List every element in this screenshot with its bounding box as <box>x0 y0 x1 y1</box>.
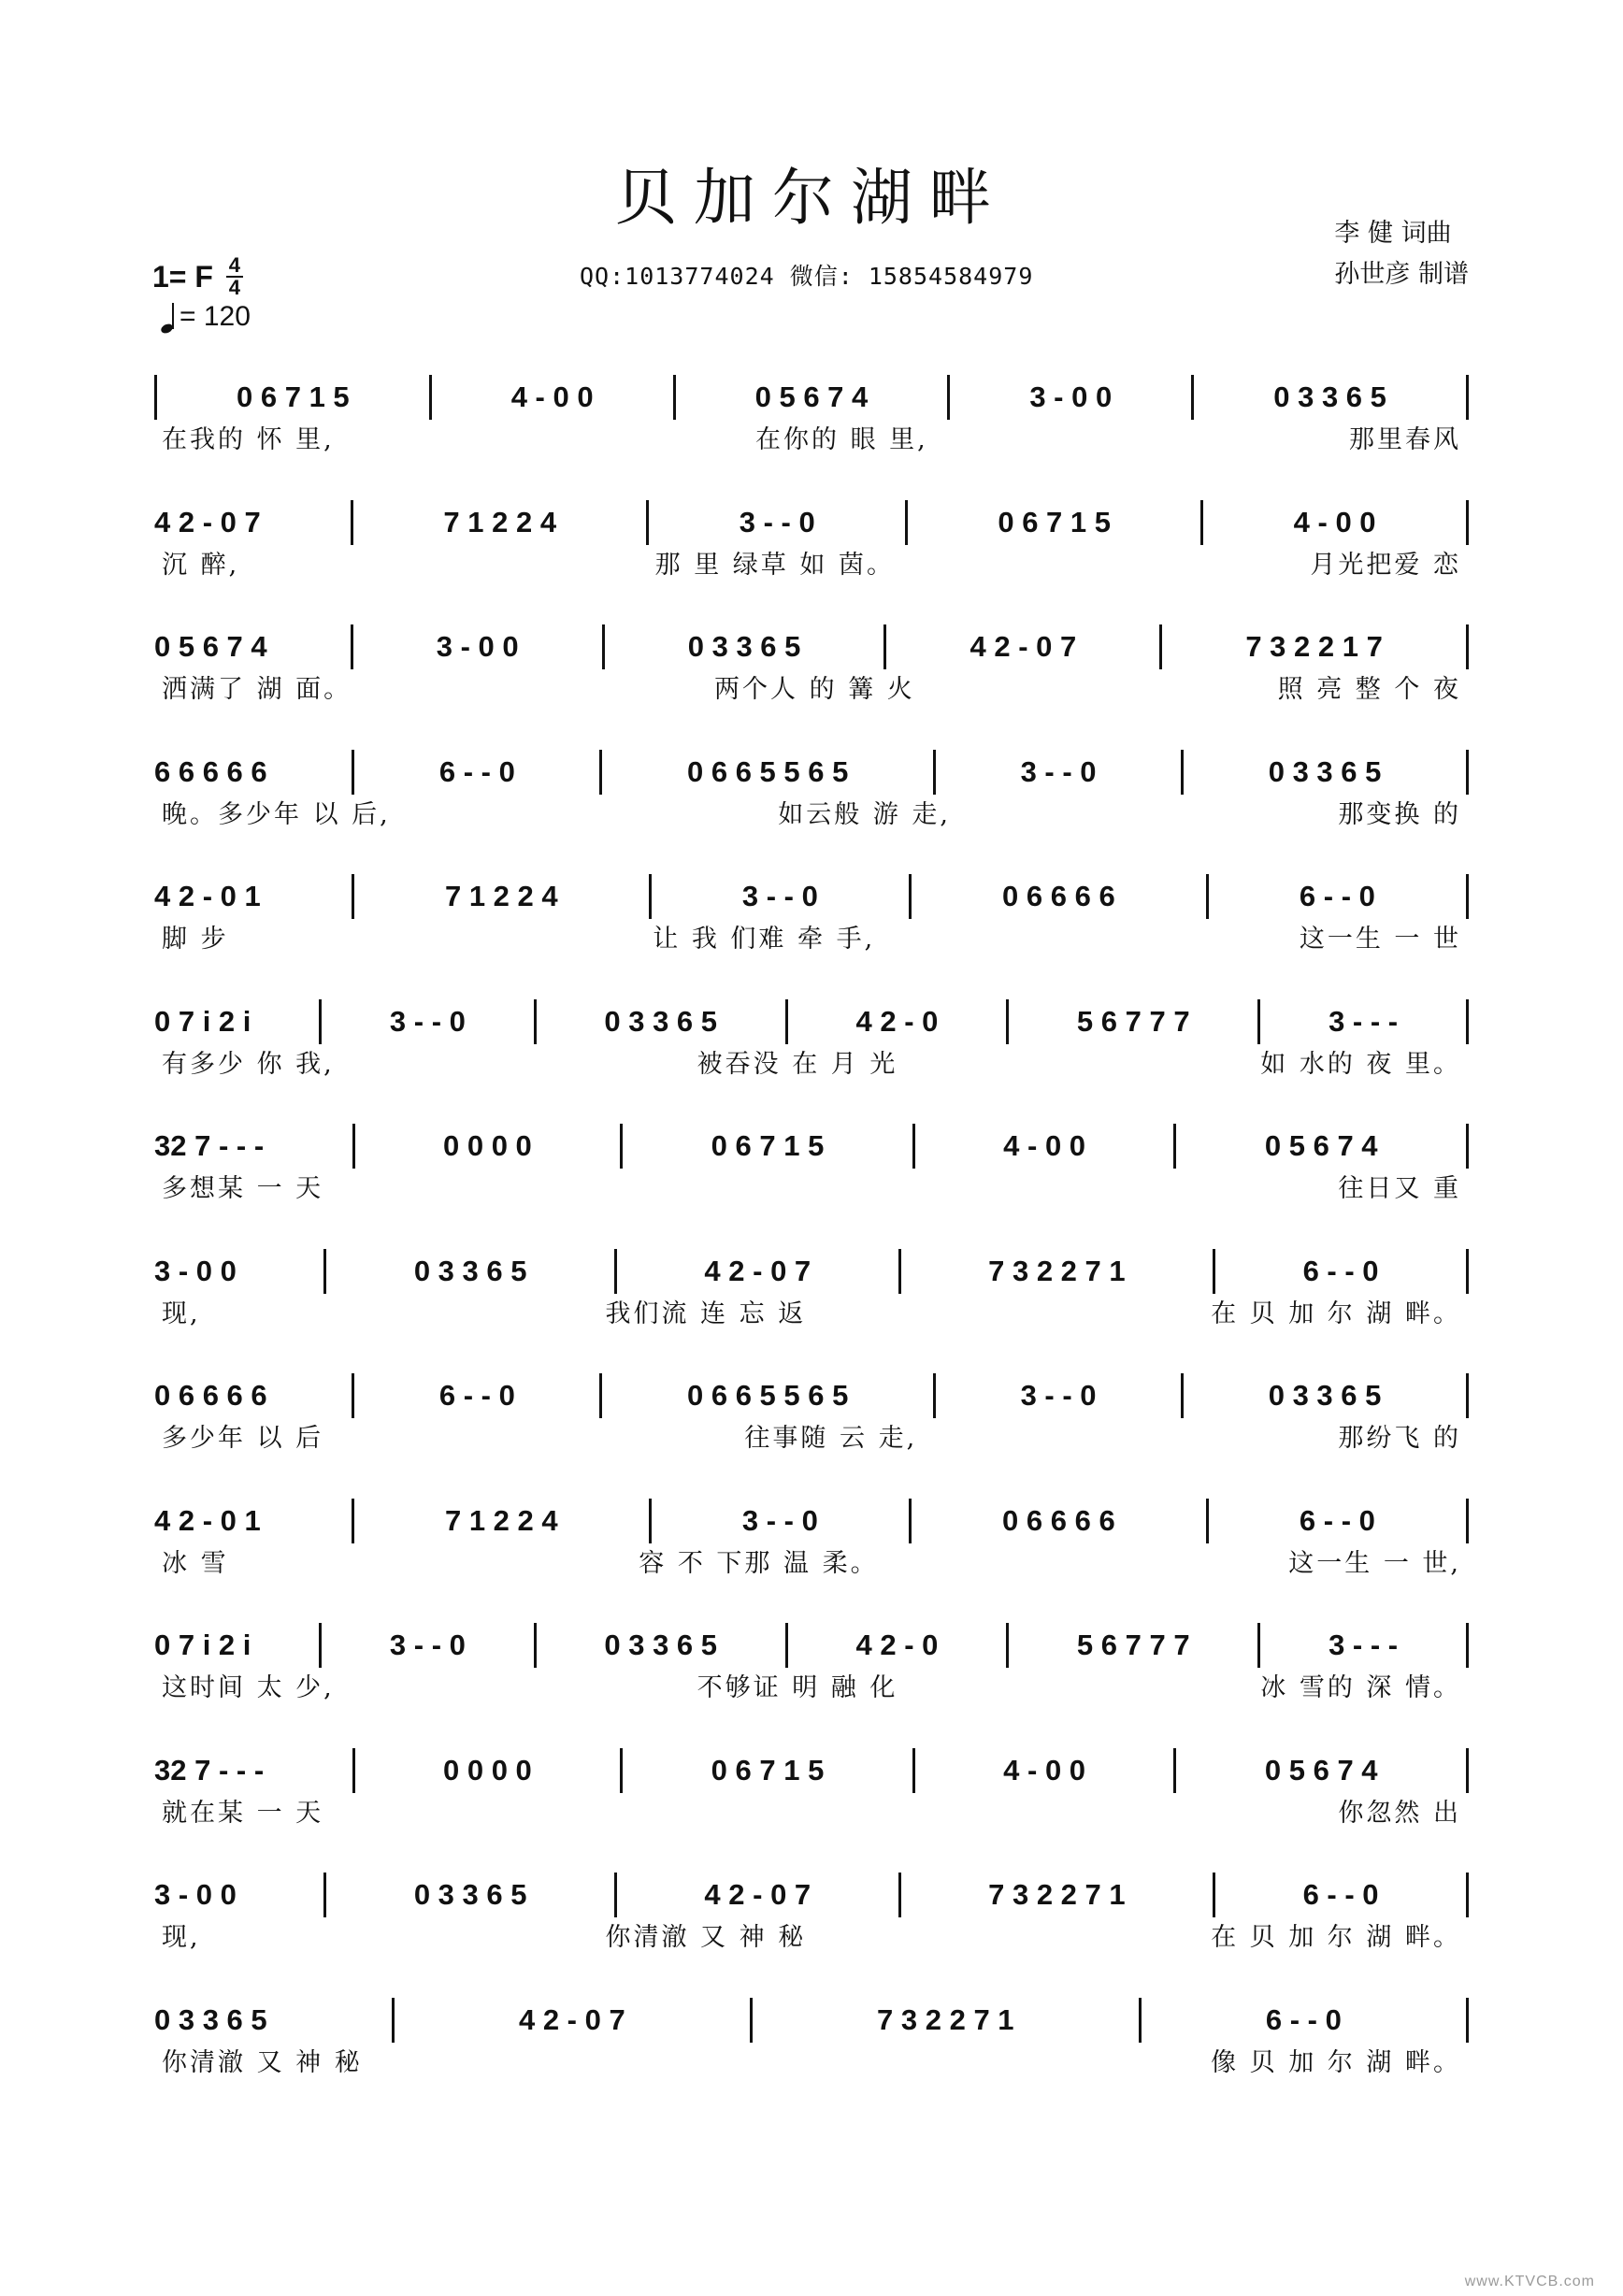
barline <box>352 1373 354 1418</box>
barline <box>534 1623 537 1668</box>
lyric-phrase: 这时间 太 少, <box>162 1673 335 1702</box>
measure: 6 - - 0 <box>1302 1254 1379 1287</box>
barline <box>1466 750 1469 795</box>
measure: 0 6 7 1 5 <box>998 505 1111 538</box>
score-system <box>154 1622 1469 1725</box>
barline <box>1206 874 1209 919</box>
measure: 0 0 0 0 <box>443 1753 532 1787</box>
measure: 0 7 i 2 i <box>154 1004 251 1038</box>
measure: 6 - - 0 <box>1302 1878 1379 1911</box>
measure: 0 3 3 6 5 <box>604 1004 718 1038</box>
barline <box>1173 1748 1176 1793</box>
lyrics-line <box>154 1792 1469 1829</box>
score-system <box>154 499 1469 602</box>
measure: 4 - 0 0 <box>1003 1753 1086 1787</box>
barline <box>352 750 354 795</box>
lyric-phrase: 这一生 一 世, <box>1288 1548 1461 1578</box>
barline <box>947 375 950 420</box>
barline <box>1466 1623 1469 1668</box>
barline <box>352 874 354 919</box>
measure: 0 6 6 6 6 <box>1002 1503 1115 1537</box>
measure: 0 3 3 6 5 <box>1268 754 1382 788</box>
lyric-phrase: 现, <box>162 1923 201 1952</box>
barline <box>1206 1499 1209 1543</box>
barline <box>1466 999 1469 1044</box>
quarter-note-icon <box>161 301 174 333</box>
time-bottom: 4 <box>228 276 241 299</box>
lyric-phrase: 你忽然 出 <box>1338 1798 1461 1828</box>
lyrics-line <box>154 2042 1469 2078</box>
barline <box>933 750 936 795</box>
score-system <box>154 1747 1469 1850</box>
lyric-phrase: 被吞没 在 月 光 <box>697 1049 898 1079</box>
notation-line <box>154 499 1469 546</box>
barline <box>351 500 353 545</box>
measure: 7 1 2 2 4 <box>444 1503 558 1537</box>
measure: 32 7 - - - <box>154 1753 265 1787</box>
tempo-mark <box>161 301 251 333</box>
barline <box>750 1998 753 2043</box>
lyric-phrase: 如云般 游 走, <box>778 799 951 829</box>
barline <box>534 999 537 1044</box>
lyric-phrase: 像 贝 加 尔 湖 畔。 <box>1211 2047 1461 2077</box>
barline <box>912 1124 915 1169</box>
barline <box>599 1373 602 1418</box>
measure: 5 6 7 7 7 <box>1076 1629 1190 1661</box>
measure: 4 2 - 0 7 <box>154 505 261 538</box>
barline <box>898 1249 901 1294</box>
lyric-phrase: 照 亮 整 个 夜 <box>1277 675 1461 704</box>
lyric-phrase: 那 里 绿草 如 茵。 <box>654 550 895 580</box>
score-system <box>154 873 1469 976</box>
measure: 6 - - 0 <box>1299 1503 1375 1537</box>
lyric-phrase: 让 我 们难 牵 手, <box>653 925 876 954</box>
barline <box>1466 874 1469 919</box>
lyric-phrase: 多少年 以 后 <box>162 1424 324 1453</box>
barline <box>1173 1124 1176 1169</box>
measure: 7 3 2 2 7 1 <box>877 2002 1014 2036</box>
lyrics-line <box>154 1293 1469 1329</box>
barline <box>1466 624 1469 669</box>
lyric-phrase: 在你的 眼 里, <box>755 425 928 454</box>
barline <box>912 1748 915 1793</box>
notation-line <box>154 749 1469 796</box>
measure: 6 - - 0 <box>1299 880 1375 912</box>
lyrics-line <box>154 794 1469 830</box>
notation-line <box>154 1872 1469 1918</box>
score-system <box>154 1498 1469 1600</box>
lyric-phrase: 冰 雪的 深 情。 <box>1260 1673 1461 1702</box>
barline <box>602 624 605 669</box>
barline <box>883 624 886 669</box>
lyrics-line <box>154 544 1469 581</box>
time-signature <box>226 253 243 299</box>
measure: 4 2 - 0 7 <box>704 1254 812 1287</box>
notation-line <box>154 1622 1469 1669</box>
measure: 3 - - 0 <box>1020 754 1097 788</box>
measure: 0 6 7 1 5 <box>237 380 350 413</box>
measure: 4 - 0 0 <box>1003 1129 1086 1162</box>
transcriber: 孙世彦 制谱 <box>1334 260 1469 289</box>
lyric-phrase: 晚。多少年 以 后, <box>162 799 391 829</box>
barline <box>351 624 353 669</box>
barline <box>909 874 912 919</box>
barline <box>323 1249 326 1294</box>
measure: 0 6 7 1 5 <box>711 1129 825 1162</box>
barline <box>649 874 652 919</box>
measure: 7 1 2 2 4 <box>443 505 557 538</box>
lyricist-composer: 李 健 词曲 <box>1334 219 1452 248</box>
barline <box>1181 750 1184 795</box>
lyric-phrase: 在 贝 加 尔 湖 畔。 <box>1211 1299 1461 1328</box>
barline <box>785 1623 788 1668</box>
notation-line <box>154 1248 1469 1295</box>
measure: 0 3 3 6 5 <box>413 1878 527 1911</box>
barline <box>785 999 788 1044</box>
barline <box>1006 999 1009 1044</box>
measure: 7 3 2 2 7 1 <box>988 1878 1126 1911</box>
watermark: www.KTVCB.com <box>1464 2274 1595 2289</box>
barline <box>1257 999 1260 1044</box>
lyrics-line <box>154 1043 1469 1080</box>
measure: 6 6 6 6 6 <box>154 754 267 788</box>
lyric-phrase: 多想某 一 天 <box>162 1174 324 1203</box>
barline <box>1466 500 1469 545</box>
key-signature <box>152 253 243 299</box>
barline <box>649 1499 652 1543</box>
barline <box>352 1748 355 1793</box>
score-system <box>154 998 1469 1101</box>
barline <box>319 1623 322 1668</box>
barline <box>1466 1873 1469 1917</box>
barline <box>392 1998 395 2043</box>
barline <box>1466 1373 1469 1418</box>
notation-line <box>154 374 1469 421</box>
lyric-phrase: 那纷飞 的 <box>1338 1424 1461 1453</box>
measure: 3 - 0 0 <box>1029 380 1113 413</box>
song-title: 贝加尔湖畔 <box>615 162 1008 234</box>
time-top: 4 <box>228 253 241 277</box>
barline <box>1466 1124 1469 1169</box>
measure: 0 3 3 6 5 <box>687 630 801 663</box>
barline <box>429 375 432 420</box>
measure: 0 5 6 7 4 <box>154 630 267 663</box>
lyric-phrase: 容 不 下那 温 柔。 <box>639 1548 879 1578</box>
barline <box>933 1373 936 1418</box>
measure: 7 3 2 2 1 7 <box>1245 630 1383 663</box>
measure: 3 - - 0 <box>741 1503 818 1537</box>
barline <box>1159 624 1162 669</box>
measure: 3 - - 0 <box>741 880 818 912</box>
measure: 4 - 0 0 <box>1293 505 1376 538</box>
measure: 0 3 3 6 5 <box>1273 380 1386 413</box>
notation-line <box>154 1498 1469 1544</box>
barline <box>352 1124 355 1169</box>
measure: 3 - - - <box>1329 1629 1399 1661</box>
measure: 3 - 0 0 <box>154 1254 237 1287</box>
lyrics-line <box>154 419 1469 455</box>
score-system <box>154 749 1469 852</box>
measure: 32 7 - - - <box>154 1129 265 1162</box>
barline <box>614 1873 617 1917</box>
barline <box>909 1499 912 1543</box>
contact-info: QQ:1013774024 微信: 15854584979 <box>580 263 1034 290</box>
measure: 0 3 3 6 5 <box>154 2002 267 2036</box>
tempo-value: = 120 <box>180 301 251 332</box>
barline <box>1466 1249 1469 1294</box>
lyric-phrase: 这一生 一 世 <box>1299 925 1461 954</box>
measure: 0 3 3 6 5 <box>413 1254 527 1287</box>
barline <box>319 999 322 1044</box>
notation-line <box>154 1997 1469 2044</box>
barline <box>1191 375 1194 420</box>
barline <box>1213 1249 1215 1294</box>
lyric-phrase: 往日又 重 <box>1338 1174 1461 1203</box>
measure: 3 - 0 0 <box>154 1878 237 1911</box>
notation-line <box>154 1372 1469 1419</box>
measure: 0 6 6 6 6 <box>154 1379 267 1412</box>
barline <box>599 750 602 795</box>
barline <box>620 1748 623 1793</box>
barline <box>614 1249 617 1294</box>
lyric-phrase: 不够证 明 融 化 <box>697 1673 898 1702</box>
barline <box>1006 1623 1009 1668</box>
measure: 0 3 3 6 5 <box>1268 1379 1382 1412</box>
notation-line <box>154 873 1469 920</box>
notation-line <box>154 1747 1469 1794</box>
notation-line <box>154 1123 1469 1170</box>
notation-line <box>154 998 1469 1045</box>
measure: 6 - - 0 <box>438 1379 515 1412</box>
measure: 0 5 6 7 4 <box>754 380 869 413</box>
lyric-phrase: 你清澈 又 神 秘 <box>605 1923 807 1952</box>
measure: 4 2 - 0 <box>855 1004 939 1038</box>
measure: 0 5 6 7 4 <box>1264 1753 1378 1787</box>
measure: 7 1 2 2 4 <box>444 880 558 912</box>
measure: 4 2 - 0 1 <box>154 1503 261 1537</box>
measure: 3 - - 0 <box>389 1629 466 1661</box>
measure: 0 6 7 1 5 <box>711 1753 825 1787</box>
lyric-phrase: 现, <box>162 1299 201 1328</box>
lyrics-line <box>154 1667 1469 1703</box>
lyric-phrase: 如 水的 夜 里。 <box>1260 1049 1461 1079</box>
lyric-phrase: 月光把爱 恋 <box>1310 550 1461 580</box>
lyric-phrase: 冰 雪 <box>162 1548 229 1578</box>
barline <box>323 1873 326 1917</box>
lyric-phrase: 有多少 你 我, <box>162 1049 335 1079</box>
score-system <box>154 1997 1469 2100</box>
lyric-phrase: 往事随 云 走, <box>744 1424 918 1453</box>
notation-line <box>154 624 1469 670</box>
barline <box>898 1873 901 1917</box>
lyric-phrase: 在我的 怀 里, <box>162 425 335 454</box>
measure: 7 3 2 2 7 1 <box>988 1254 1126 1287</box>
barline <box>1181 1373 1184 1418</box>
lyric-phrase: 两个人 的 篝 火 <box>714 675 915 704</box>
lyrics-line <box>154 1916 1469 1953</box>
lyric-phrase: 沉 醉, <box>162 550 240 580</box>
measure: 6 - - 0 <box>1265 2002 1342 2036</box>
lyrics-line <box>154 1543 1469 1579</box>
lyrics-line <box>154 668 1469 705</box>
measure: 0 7 i 2 i <box>154 1629 251 1661</box>
barline <box>1466 1499 1469 1543</box>
key-label: 1= F <box>152 259 213 294</box>
barline <box>646 500 649 545</box>
measure: 0 0 0 0 <box>443 1129 532 1162</box>
barline <box>620 1124 623 1169</box>
lyric-phrase: 在 贝 加 尔 湖 畔。 <box>1211 1923 1461 1952</box>
measure: 4 2 - 0 7 <box>969 630 1077 663</box>
lyric-phrase: 你清澈 又 神 秘 <box>162 2047 363 2077</box>
measure: 4 2 - 0 7 <box>704 1878 812 1911</box>
barline <box>1466 1748 1469 1793</box>
measure: 0 3 3 6 5 <box>604 1629 718 1661</box>
lyric-phrase: 那变换 的 <box>1338 799 1461 829</box>
measure: 0 6 6 5 5 6 5 <box>687 1379 849 1412</box>
measure: 3 - - 0 <box>1020 1379 1097 1412</box>
measure: 5 6 7 7 7 <box>1076 1004 1190 1038</box>
score-system <box>154 624 1469 726</box>
barline <box>1200 500 1203 545</box>
score-system <box>154 374 1469 477</box>
score-system <box>154 1872 1469 1974</box>
measure: 0 6 6 6 6 <box>1002 880 1115 912</box>
measure: 0 6 6 5 5 6 5 <box>687 754 849 788</box>
measure: 3 - - 0 <box>389 1004 466 1038</box>
lyric-phrase: 我们流 连 忘 返 <box>605 1299 807 1328</box>
credits <box>1334 213 1469 295</box>
lyric-phrase: 脚 步 <box>162 925 229 954</box>
lyric-phrase: 那里春风 <box>1349 425 1461 454</box>
barline <box>154 375 157 420</box>
barline <box>1257 1623 1260 1668</box>
barline <box>1466 1998 1469 2043</box>
barline <box>1466 375 1469 420</box>
measure: 3 - 0 0 <box>436 630 519 663</box>
barline <box>673 375 676 420</box>
measure: 6 - - 0 <box>438 754 515 788</box>
measure: 0 5 6 7 4 <box>1264 1129 1378 1162</box>
lyric-phrase: 就在某 一 天 <box>162 1798 324 1828</box>
barline <box>352 1499 354 1543</box>
barline <box>905 500 908 545</box>
measure: 3 - - 0 <box>739 505 815 538</box>
score-system <box>154 1248 1469 1351</box>
score-system <box>154 1372 1469 1475</box>
barline <box>1139 1998 1142 2043</box>
measure: 3 - - - <box>1329 1004 1399 1038</box>
lyrics-line <box>154 1417 1469 1454</box>
measure: 4 2 - 0 7 <box>518 2002 625 2036</box>
lyrics-line <box>154 1168 1469 1204</box>
measure: 4 - 0 0 <box>510 380 594 413</box>
score-system <box>154 1123 1469 1226</box>
lyrics-line <box>154 918 1469 954</box>
measure: 4 2 - 0 1 <box>154 880 261 912</box>
barline <box>1213 1873 1215 1917</box>
measure: 4 2 - 0 <box>855 1629 939 1661</box>
lyric-phrase: 洒满了 湖 面。 <box>162 675 352 704</box>
